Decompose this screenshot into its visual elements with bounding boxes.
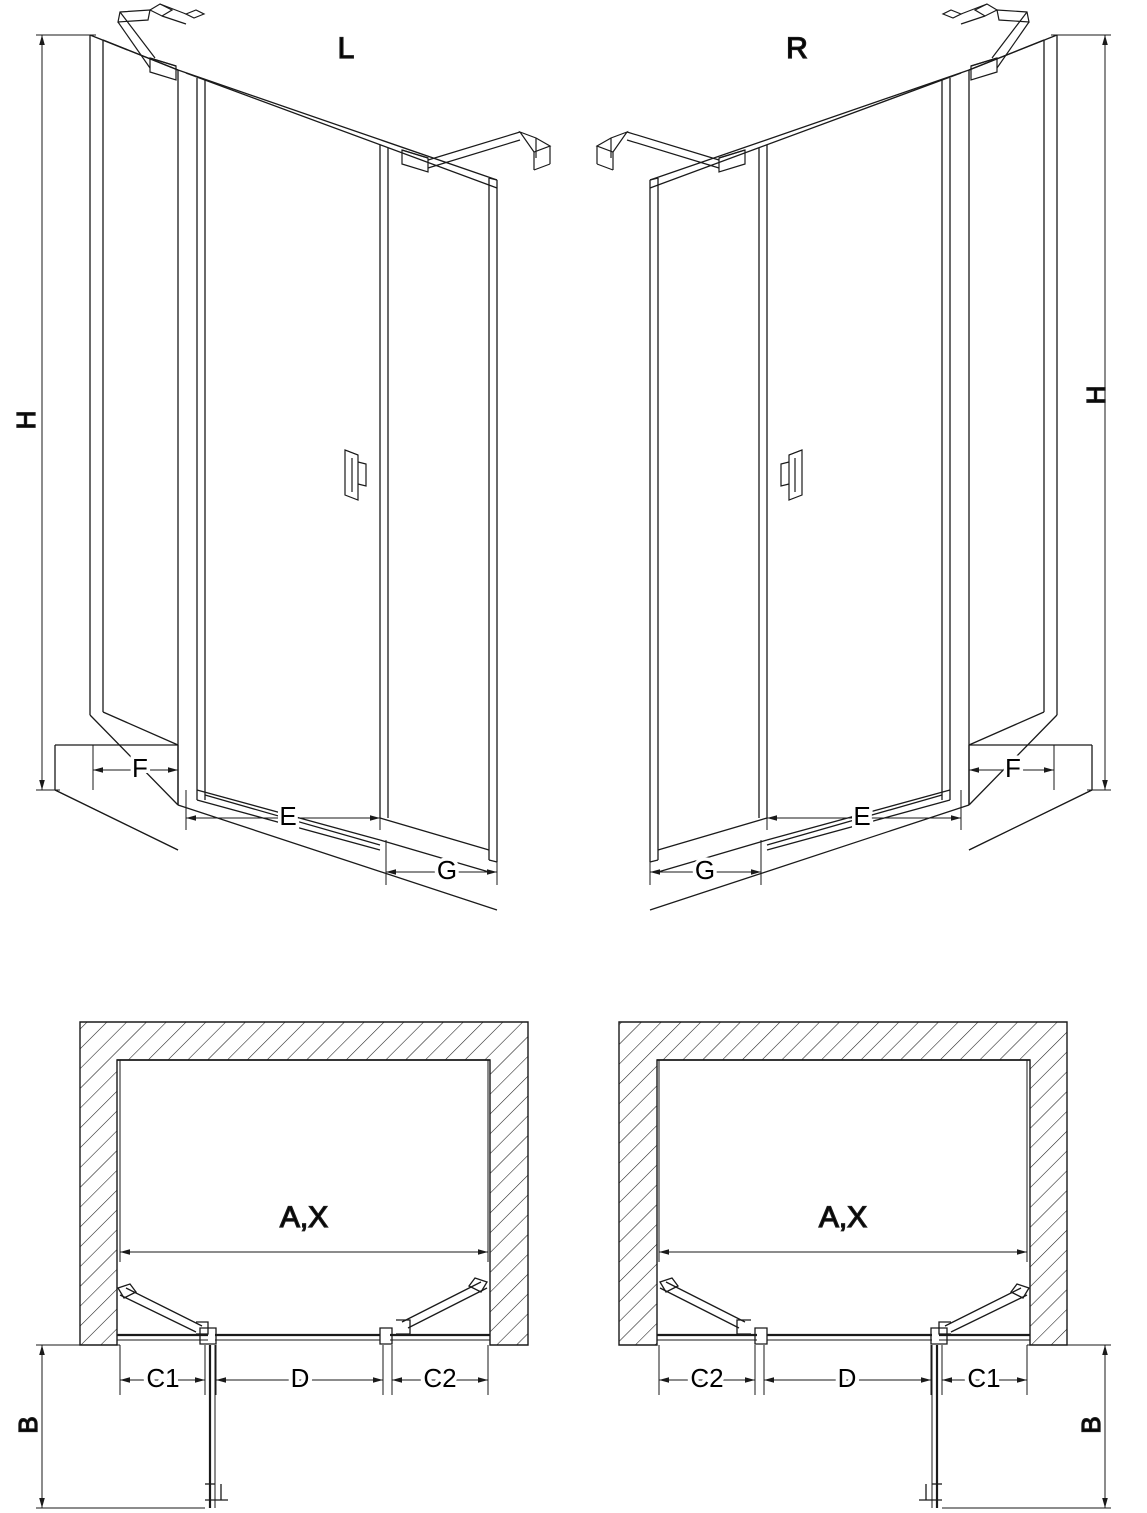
plan-view-right	[619, 1022, 1067, 1508]
label-C2-left: C2	[423, 1362, 457, 1393]
label-C1-right: C1	[967, 1362, 1001, 1393]
label-B-left: B	[12, 1416, 43, 1434]
label-G-right: G	[694, 854, 716, 885]
label-C1-left: C1	[146, 1362, 180, 1393]
plan-view-left	[80, 1022, 528, 1508]
title-right: R	[786, 31, 808, 65]
label-height-left: H	[10, 410, 41, 430]
label-AX-right: A,X	[818, 1200, 868, 1234]
label-F-right: F	[1005, 752, 1021, 783]
label-D-left: D	[290, 1362, 310, 1393]
label-D-right: D	[837, 1362, 857, 1393]
label-E-right: E	[853, 800, 871, 831]
title-left: L	[337, 31, 355, 65]
dimension-height-right	[1051, 35, 1111, 790]
dimension-height-left	[36, 35, 96, 790]
elevation-view-left	[55, 4, 550, 910]
label-E-left: E	[279, 800, 297, 831]
label-G-left: G	[436, 854, 458, 885]
label-F-left: F	[132, 752, 148, 783]
label-AX-left: A,X	[279, 1200, 329, 1234]
label-B-right: B	[1075, 1416, 1106, 1434]
label-height-right: H	[1080, 385, 1111, 405]
label-C2-right: C2	[690, 1362, 724, 1393]
